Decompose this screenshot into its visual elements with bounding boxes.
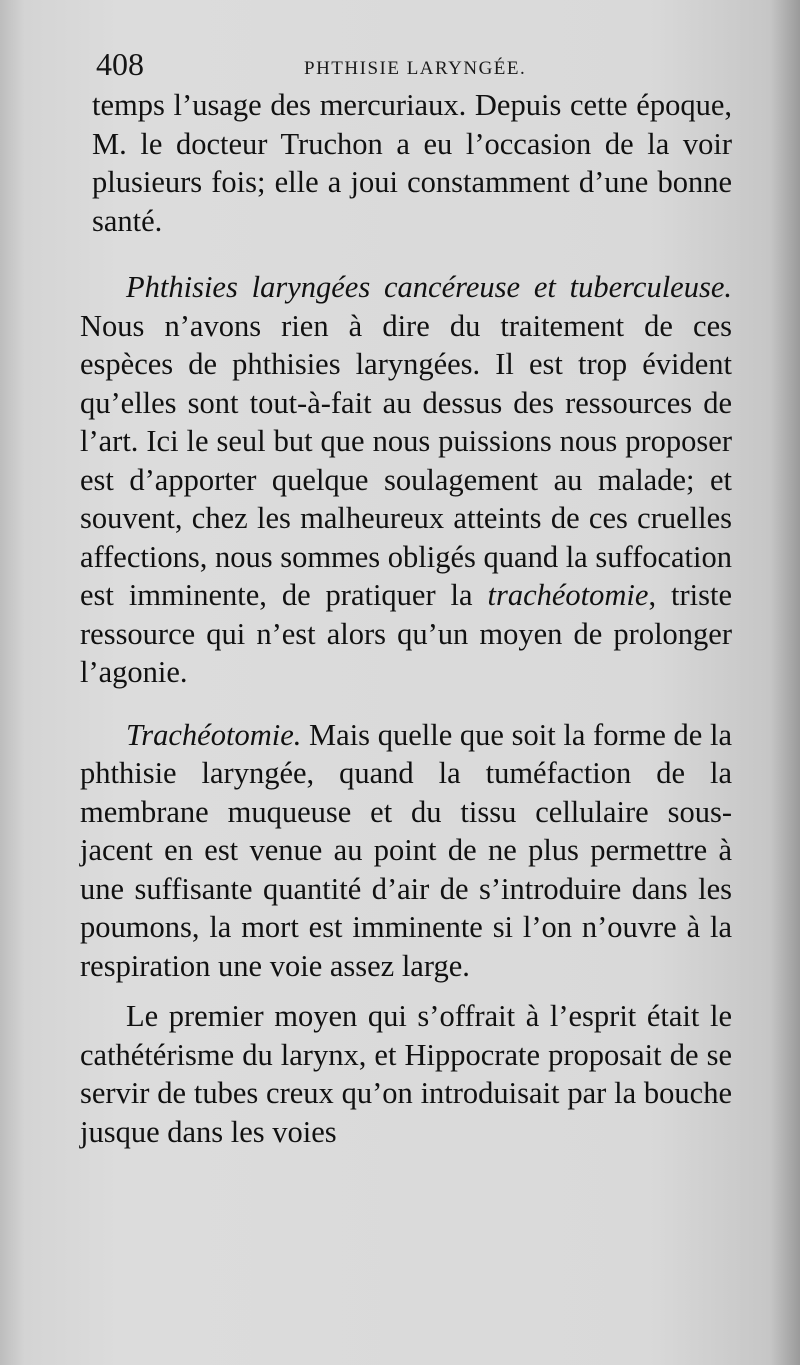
- paragraph-tracheotomie: [80, 716, 732, 986]
- running-head: PHTHISIE LARYNGÉE.: [304, 58, 527, 79]
- page-body: [80, 86, 732, 1151]
- paragraph-text: , triste ressource qui n’est alors qu’un moyen de prolonger l’agonie.: [80, 578, 732, 689]
- paragraph-lead-italic: Trachéotomie.: [126, 717, 302, 752]
- page-number: 408: [96, 46, 144, 82]
- paragraph-text: Nous n’avons rien à dire du traitement de ces espèces de phthisies laryngées. Il est trop évident qu’elles sont tout-à-fait au dessus des ressources de l’art. Ici le seul but que nous puissions nous proposer est d’apporter quelque soulagement au malade; et souvent, chez les malheureux atteints de ces cruelles affections, nous sommes obligés quand la suffocation est imminente, de pratiquer la: [80, 308, 732, 612]
- paragraph-continuation: [80, 86, 732, 240]
- paragraph-catheterisme: [80, 997, 732, 1151]
- paragraph-text: Mais quelle que soit la forme de la phthisie laryngée, quand la tuméfaction de la membrane muqueuse et du tissu cellulaire sous-jacent en est venue au point de ne plus permettre à une suffisante quantité d’air de s’introduire dans les poumons, la mort est imminente si l’on n’ouvre à la respiration une voie assez large.: [80, 717, 732, 983]
- paragraph-phthisies: [80, 268, 732, 692]
- paragraph-lead-italic: Phthisies laryngées cancéreuse et tuberculeuse.: [126, 270, 732, 304]
- paragraph-text: temps l’usage des mercuriaux. Depuis cette époque, M. le docteur Truchon a eu l’occasion de la voir plusieurs fois; elle a joui constamment d’une bonne santé.: [92, 88, 732, 238]
- emphasis-tracheotomie: trachéotomie: [487, 578, 649, 612]
- page-header: [96, 46, 736, 86]
- paragraph-text: Le premier moyen qui s’offrait à l’esprit était le cathétérisme du larynx, et Hippocrate proposait de se servir de tubes creux qu’on introduisait par la bouche jusque dans les voies: [80, 999, 732, 1149]
